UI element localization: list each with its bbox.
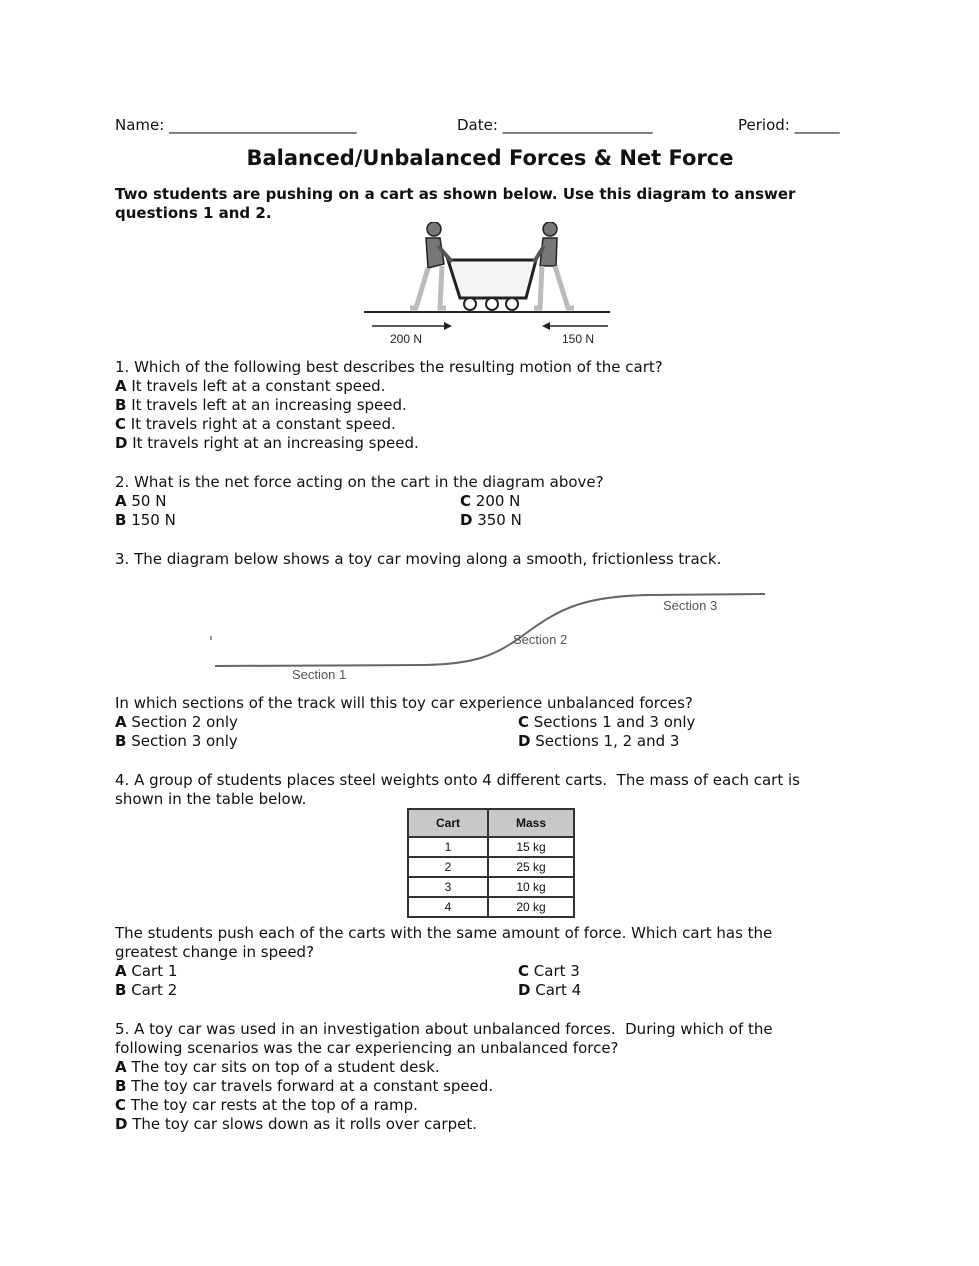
q5-option-a: A The toy car sits on top of a student desk.	[115, 1058, 440, 1076]
cart-wheel	[506, 298, 518, 310]
cart-cell: 4	[408, 897, 488, 917]
q5-question-line1: 5. A toy car was used in an investigation about unbalanced forces. During which of the	[115, 1020, 773, 1038]
q3-question: 3. The diagram below shows a toy car moving along a smooth, frictionless track.	[115, 550, 722, 568]
date-field: Date: ____________________	[457, 116, 653, 134]
q3-option-a: A Section 2 only	[115, 713, 238, 731]
mass-cell: 20 kg	[488, 897, 574, 917]
left-force-label: 200 N	[390, 332, 423, 346]
q1-option-d: D It travels right at an increasing speed.	[115, 434, 419, 452]
cart-mass-table	[407, 808, 575, 918]
q5-option-c: C The toy car rests at the top of a ramp.	[115, 1096, 418, 1114]
cart-cell: 3	[408, 877, 488, 897]
intro-instructions: Two students are pushing on a cart as shown below. Use this diagram to answer questions 1 and 2.	[115, 185, 796, 222]
table-row	[408, 837, 574, 857]
q3-prompt: In which sections of the track will this toy car experience unbalanced forces?	[115, 694, 693, 712]
name-field: Name: _________________________	[115, 116, 357, 134]
q4-option-a: A Cart 1	[115, 962, 178, 980]
q4-question-line1: 4. A group of students places steel weights onto 4 different carts. The mass of each cart is	[115, 771, 800, 789]
q4-option-c: C Cart 3	[518, 962, 580, 980]
right-student	[534, 222, 574, 308]
column-header-cart: Cart	[408, 809, 488, 837]
track-diagram	[205, 586, 775, 686]
cart-diagram	[360, 222, 620, 348]
right-force-label: 150 N	[562, 332, 595, 346]
q1-option-a: A It travels left at a constant speed.	[115, 377, 386, 395]
section3-label: Section 3	[663, 598, 718, 613]
period-field: Period: ______	[738, 116, 840, 134]
mass-cell: 25 kg	[488, 857, 574, 877]
q4-option-d: D Cart 4	[518, 981, 582, 999]
cart-cell: 2	[408, 857, 488, 877]
table-row	[408, 877, 574, 897]
q2-option-b: B 150 N	[115, 511, 176, 529]
q5-option-b: B The toy car travels forward at a constant speed.	[115, 1077, 494, 1095]
q4-prompt-line1: The students push each of the carts with the same amount of force. Which cart has the	[115, 924, 773, 942]
q4-option-b: B Cart 2	[115, 981, 178, 999]
q3-option-b: B Section 3 only	[115, 732, 238, 750]
q2-option-a: A 50 N	[115, 492, 167, 510]
q1-option-c: C It travels right at a constant speed.	[115, 415, 396, 433]
q4-question-line2: shown in the table below.	[115, 790, 307, 808]
mass-cell: 15 kg	[488, 837, 574, 857]
q2-option-c: C 200 N	[460, 492, 521, 510]
table-row	[408, 897, 574, 917]
table-header-row	[408, 809, 574, 837]
q1-question: 1. Which of the following best describes the resulting motion of the cart?	[115, 358, 663, 376]
cart-wheel	[464, 298, 476, 310]
cart-cell: 1	[408, 837, 488, 857]
left-student	[410, 222, 452, 308]
q1-option-b: B It travels left at an increasing speed.	[115, 396, 407, 414]
cart-body	[448, 260, 536, 298]
mass-cell: 10 kg	[488, 877, 574, 897]
section1-label: Section 1	[292, 667, 347, 682]
q3-option-d: D Sections 1, 2 and 3	[518, 732, 680, 750]
section2-label: Section 2	[513, 632, 568, 647]
q2-question: 2. What is the net force acting on the cart in the diagram above?	[115, 473, 604, 491]
q2-option-d: D 350 N	[460, 511, 522, 529]
cart-wheel	[486, 298, 498, 310]
column-header-mass: Mass	[488, 809, 574, 837]
page-title: Balanced/Unbalanced Forces & Net Force	[246, 146, 734, 170]
table-row	[408, 857, 574, 877]
q4-prompt-line2: greatest change in speed?	[115, 943, 315, 961]
q3-option-c: C Sections 1 and 3 only	[518, 713, 696, 731]
q5-option-d: D The toy car slows down as it rolls over carpet.	[115, 1115, 477, 1133]
q5-question-line2: following scenarios was the car experiencing an unbalanced force?	[115, 1039, 619, 1057]
